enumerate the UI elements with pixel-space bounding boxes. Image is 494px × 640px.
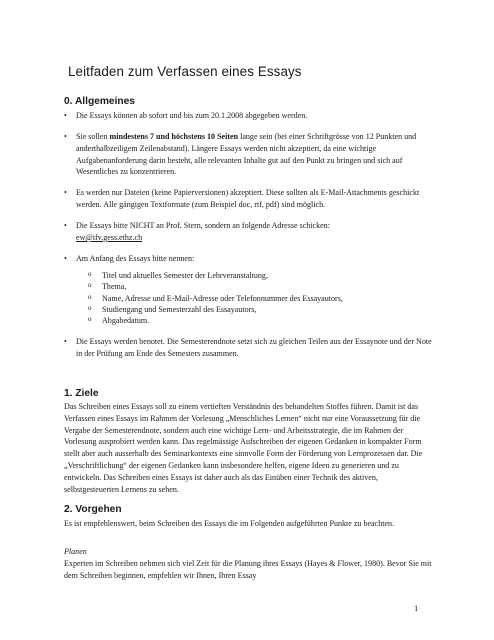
email-link[interactable]: ew@ifv.gess.ethz.ch xyxy=(76,232,143,242)
sub-list-item: o Titel und aktuelles Semester der Lehrveranstaltung, xyxy=(88,270,434,281)
sub-list-item: o Thema, xyxy=(88,281,434,292)
sub-list-item: o Name, Adresse und E-Mail-Adresse oder Telefonnummer des Essayautors, xyxy=(88,293,434,304)
section-heading-approach: 2. Vorgehen xyxy=(64,504,122,515)
page-number: 1 xyxy=(414,603,419,613)
general-bullet-list xyxy=(64,110,434,369)
list-item: • Die Essays werden benotet. Die Semesterendnote setzt sich zu gleichen Teilen aus der Essaynote und der Note in der Prüfung am Ende des Semesters zusammen. xyxy=(64,336,434,360)
goals-paragraph: Das Schreiben eines Essays soll zu einem vertieften Verständnis des behandelten Stoffes führen. Damit ist das Verfassen eines Essays im Rahmen der Vorlesung „Menschliches Lernen“ nicht nur eine Voraussetzung für die Vergabe der Semesterendnote, sondern auch eine wichtige Lern- und Arbeitsstrategie, die im Rahmen der Vorlesung ausprobiert werden kann. Das regelmässige Aufschreiben der eigenen Gedanken in kompakter Form stellt aber auch ausserhalb des Seminarkontexts eine sinnvolle Form der Förderung von Lernprozessen dar. Die „Verschriftlichung“ der eigenen Gedanken kann insbesondere helfen, eigene Ideen zu generieren und zu entwickeln. Das Schreiben eines Essays ist daher auch als das Einüben einer Technik des aktiven, selbstgesteuerten Lernens zu sehen. xyxy=(64,402,423,494)
sub-list-item: o Abgabedatum. xyxy=(88,315,434,326)
list-item: • Die Essays bitte NICHT an Prof. Stern, sondern an folgende Adresse schicken: ew@ifv.gess.ethz.ch xyxy=(64,220,434,244)
list-item: • Die Essays können ab sofort und bis zum 20.1.2008 abgegeben werden. xyxy=(64,110,434,122)
list-item: • Am Anfang des Essays bitte nennen: o Titel und aktuelles Semester der Lehrveranstaltung, o Thema, o Name, Adresse und E-Mail-Adresse oder Telefonnummer des Essayautors, o Studiengang und Semesterzahl des Essayautors, o Abgabedatum. xyxy=(64,253,434,327)
planning-paragraph: Experten im Schreiben nehmen sich viel Zeit für die Planung ihres Essays (Hayes & Flower, 1980). Bevor Sie mit dem Schreiben beginnen, empfehlen wir Ihnen, Ihren Essay xyxy=(64,559,432,580)
required-info-list xyxy=(88,270,434,327)
sub-list-item: o Studiengang und Semesterzahl des Essayautors, xyxy=(88,304,434,315)
list-item: • Sie sollen mindestens 7 und höchstens 10 Seiten lange sein (bei einer Schriftgrösse von 12 Punkten und anderthalbzeiligem Zeilenabstand). Längere Essays werden nicht akzeptiert, da eine wichtige Aufgabenanforderung darin besteht, alle relevanten Inhalte gut auf den Punkt zu bringen und sich auf Wesentliches zu konzentrieren. xyxy=(64,131,434,178)
section-heading-general: 0. Allgemeines xyxy=(64,96,135,107)
page-limit-emphasis: mindestens 7 und höchstens 10 Seiten xyxy=(109,131,239,141)
section-heading-goals: 1. Ziele xyxy=(64,388,99,399)
document-title: Leitfaden zum Verfassen eines Essays xyxy=(68,64,302,79)
planning-subheading: Planen xyxy=(64,547,87,556)
approach-paragraph: Es ist empfehlenswert, beim Schreiben des Essays die im Folgenden aufgeführten Punkte zu beachten. xyxy=(64,519,395,528)
list-item: • Es werden nur Dateien (keine Papierversionen) akzeptiert. Diese sollten als E-Mail-Attachments geschickt werden. Alle gängigen Textformate (zum Beispiel doc, rtf, pdf) sind möglich. xyxy=(64,187,434,211)
